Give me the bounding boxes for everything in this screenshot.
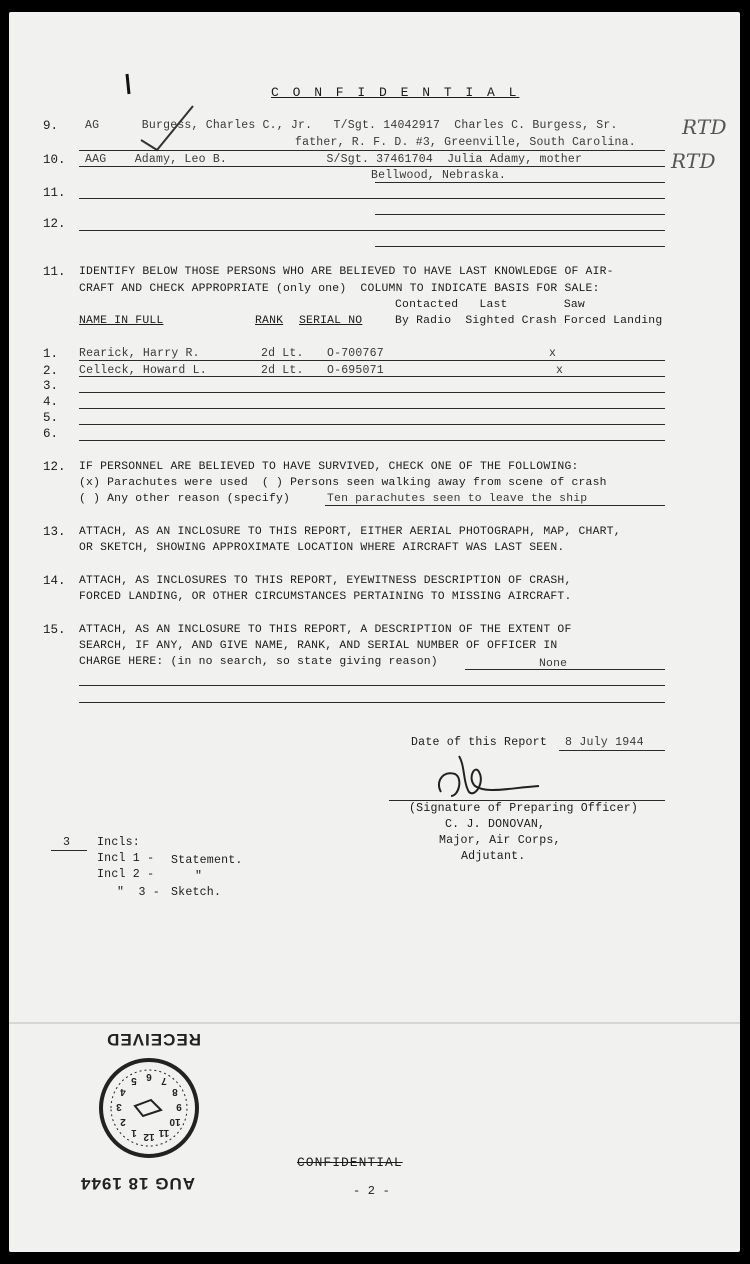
name-column-heading: NAME IN FULL [79, 315, 164, 327]
row-number: 4. [43, 395, 59, 409]
row-number: 12. [43, 217, 66, 231]
received-stamp [80, 1002, 209, 1193]
entry-line [465, 669, 665, 670]
section-text: IDENTIFY BELOW THOSE PERSONS WHO ARE BELIEVED TO HAVE LAST KNOWLEDGE OF AIR- [79, 266, 614, 278]
dial-number: 3 [116, 1101, 122, 1112]
crash-mark: x [556, 364, 564, 377]
dial-number: 10 [169, 1116, 181, 1127]
dial-number: 1 [131, 1127, 137, 1138]
person-rank: 2d Lt. [261, 364, 304, 377]
entry-line [559, 750, 665, 751]
section-text: SEARCH, IF ANY, AND GIVE NAME, RANK, AND SERIAL NUMBER OF OFFICER IN [79, 640, 558, 652]
crew-row-line1: AG Burgess, Charles C., Jr. T/Sgt. 14042917 Charles C. Burgess, Sr. [85, 119, 618, 132]
inclosure-item: " 3 - [117, 886, 160, 899]
column-heading: By Radio Sighted Crash Forced Landing [395, 315, 663, 327]
entry-line [79, 230, 665, 231]
signature [429, 752, 559, 804]
section-number: 12. [43, 460, 66, 474]
section-text: OR SKETCH, SHOWING APPROXIMATE LOCATION WHERE AIRCRAFT WAS LAST SEEN. [79, 542, 565, 554]
inclosure-label: Incls: [97, 836, 140, 849]
entry-line [51, 850, 87, 851]
section-text: ATTACH, AS AN INCLOSURE TO THIS REPORT, A DESCRIPTION OF THE EXTENT OF [79, 624, 572, 636]
section-text: ATTACH, AS INCLOSURES TO THIS REPORT, EYEWITNESS DESCRIPTION OF CRASH, [79, 575, 572, 587]
crew-row-line1: AAG Adamy, Leo B. S/Sgt. 37461704 Julia Adamy, mother [85, 153, 583, 166]
row-number: 9. [43, 119, 59, 133]
specify-answer: Ten parachutes seen to leave the ship [327, 493, 588, 505]
row-number: 10. [43, 153, 66, 167]
entry-line [79, 198, 665, 199]
officer-name: C. J. DONOVAN, [445, 818, 546, 831]
page-number: - 2 - [353, 1184, 391, 1198]
officer-rank: Major, Air Corps, [439, 834, 561, 847]
crash-mark: x [549, 347, 557, 360]
entry-line [79, 166, 665, 167]
entry-line [79, 702, 665, 703]
person-rank: 2d Lt. [261, 347, 304, 360]
dial-number: 12 [143, 1131, 155, 1142]
dial-number: 7 [161, 1075, 167, 1086]
entry-line [375, 246, 665, 247]
entry-line [375, 182, 665, 183]
inclosure-item: Incl 1 - [97, 852, 155, 865]
search-answer: None [539, 658, 568, 670]
dial-number: 4 [120, 1086, 126, 1097]
section-text: ATTACH, AS AN INCLOSURE TO THIS REPORT, EITHER AERIAL PHOTOGRAPH, MAP, CHART, [79, 526, 621, 538]
column-heading-top: Contacted Last Saw [395, 299, 585, 311]
date-label: Date of this Report [411, 736, 547, 749]
signature-line [389, 800, 665, 801]
dial-number: 2 [120, 1116, 126, 1127]
row-number: 5. [43, 411, 59, 425]
officer-title: Adjutant. [461, 850, 526, 863]
entry-line [375, 214, 665, 215]
footer-classification: CONFIDENTIAL [297, 1155, 403, 1170]
section-text: ( ) Any other reason (specify) [79, 493, 291, 505]
stamp-received-label: RECEIVED [106, 1030, 201, 1049]
inclosure-item: Incl 2 - [97, 868, 155, 881]
dial-number: 9 [176, 1101, 182, 1112]
inclosure-desc: Sketch. [171, 886, 222, 899]
person-name: Celleck, Howard L. [79, 364, 207, 377]
entry-line [79, 685, 665, 686]
row-number: 11. [43, 186, 66, 200]
row-number: 2. [43, 364, 59, 378]
crew-row-line2: Bellwood, Nebraska. [371, 169, 506, 182]
entry-line [325, 505, 665, 506]
entry-line [79, 408, 665, 409]
signature-caption: (Signature of Preparing Officer) [409, 802, 639, 815]
document-page [9, 12, 740, 1252]
entry-line [79, 392, 665, 393]
section-number: 15. [43, 623, 66, 637]
section-number: 14. [43, 574, 66, 588]
section-text: (x) Parachutes were used ( ) Persons seen walking away from scene of crash [79, 477, 607, 489]
entry-line [79, 360, 665, 361]
entry-line [79, 440, 665, 441]
stamp-date: AUG 18 1944 [80, 1174, 195, 1193]
inclosure-desc: Statement. [171, 854, 243, 867]
rank-column-heading: RANK [255, 315, 284, 327]
person-name: Rearick, Harry R. [79, 347, 200, 360]
crew-row-line2: father, R. F. D. #3, Greenville, South Carolina. [295, 136, 636, 149]
handwritten-annotation: RTD [682, 115, 727, 139]
section-number: 11. [43, 265, 66, 279]
section-text: FORCED LANDING, OR OTHER CIRCUMSTANCES PERTAINING TO MISSING AIRCRAFT. [79, 591, 572, 603]
row-number: 6. [43, 427, 59, 441]
dial-number: 8 [172, 1086, 178, 1097]
dial-number: 11 [158, 1127, 170, 1138]
row-number: 1. [43, 347, 59, 361]
clock-dial-icon [97, 1056, 201, 1160]
serial-column-heading: SERIAL NO [299, 315, 363, 327]
section-text: IF PERSONNEL ARE BELIEVED TO HAVE SURVIVED, CHECK ONE OF THE FOLLOWING: [79, 461, 579, 473]
page-title: C O N F I D E N T I A L [271, 85, 520, 100]
section-number: 13. [43, 525, 66, 539]
person-serial: O-695071 [327, 364, 384, 377]
entry-line [79, 424, 665, 425]
inclosure-desc: " [195, 870, 203, 883]
section-text: CRAFT AND CHECK APPROPRIATE (only one) COLUMN TO INDICATE BASIS FOR SALE: [79, 283, 600, 295]
person-serial: O-700767 [327, 347, 384, 360]
dial-number: 5 [131, 1075, 137, 1086]
dial-number: 6 [146, 1071, 152, 1082]
handwritten-annotation: RTD [671, 149, 716, 173]
entry-line [79, 376, 665, 377]
row-number: 3. [43, 379, 59, 393]
check-mark-icon [109, 62, 209, 162]
report-date: 8 July 1944 [565, 736, 644, 749]
inclosure-count: 3 [63, 836, 71, 849]
entry-line [79, 150, 665, 151]
section-text: CHARGE HERE: (in no search, so state giving reason) [79, 656, 438, 668]
